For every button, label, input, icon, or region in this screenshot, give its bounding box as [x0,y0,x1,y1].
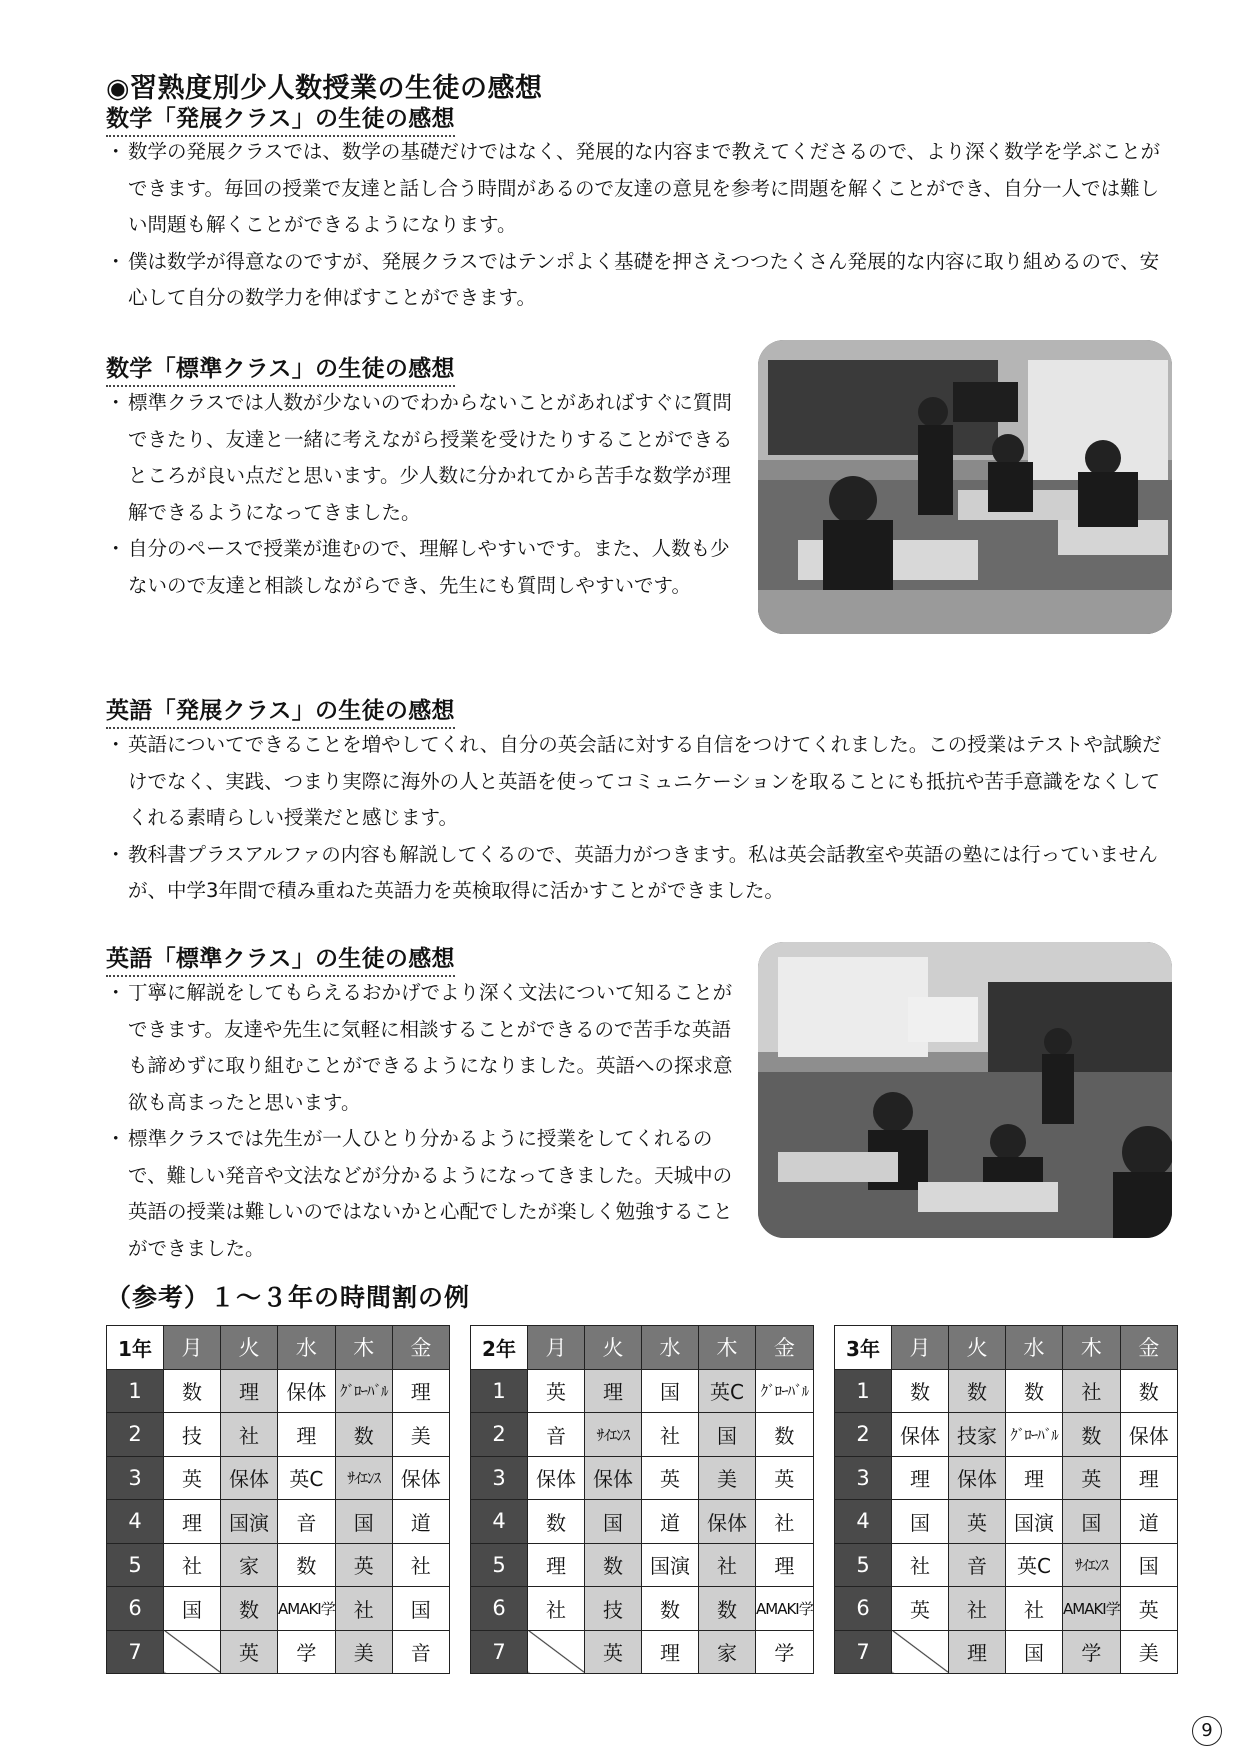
timetable-cell: 美 [1120,1630,1177,1674]
timetable-cell: AMAKI学 [278,1587,336,1631]
timetable-cell: 英C [278,1456,336,1500]
timetable-empty-cell [528,1630,585,1674]
timetable-period: 7 [835,1630,892,1674]
timetable-cell: 国 [1120,1543,1177,1587]
timetable-day-header: 火 [585,1326,642,1370]
section-title-english-standard: 英語「標準クラス」の生徒の感想 [106,940,455,977]
timetable-grade-label: 2年 [471,1326,528,1370]
timetable-cell: 道 [1120,1500,1177,1544]
timetable-cell: 数 [756,1413,814,1457]
timetable-cell: 保体 [892,1413,949,1457]
timetable-cell: 数 [221,1587,278,1631]
timetable-cell: 国 [699,1413,756,1457]
timetable-day-header: 月 [892,1326,949,1370]
timetable-cell: 数 [335,1413,392,1457]
timetable-cell: 理 [528,1543,585,1587]
list-item: ・ 英語についてできることを増やしてくれ、自分の英会話に対する自信をつけてくれました。この授業はテストや試験だけでなく、実践、つまり実際に海外の人と英語を使ってコミュニケーションを取ることにも抵抗や苦手意識をなくしてくれる素晴らしい授業だと感じます。 [106,733,1162,829]
timetable-cell: 国演 [642,1543,699,1587]
timetable-period: 5 [835,1543,892,1587]
timetable-cell: ｻｲｴﾝｽ [335,1456,392,1500]
timetable-period: 6 [107,1587,164,1631]
timetable-cell: 国 [335,1500,392,1544]
timetable-cell: 数 [278,1543,336,1587]
timetable-day-header: 金 [392,1326,449,1370]
timetable-cell: ｸﾞﾛｰﾊﾞﾙ [756,1369,814,1413]
timetable-cell: 数 [164,1369,221,1413]
timetable-cell: 美 [335,1630,392,1674]
timetable-cell: 数 [528,1500,585,1544]
timetable-cell: 音 [528,1413,585,1457]
page-title: ◉習熟度別少人数授業の生徒の感想 [106,73,543,104]
timetable-cell: 社 [642,1413,699,1457]
timetable-period: 5 [107,1543,164,1587]
timetable-cell: 英 [756,1456,814,1500]
timetable-cell: 家 [699,1630,756,1674]
timetable-cell: 保体 [278,1369,336,1413]
timetable-day-header: 月 [528,1326,585,1370]
timetable-cell: 社 [528,1587,585,1631]
timetable-cell: 数 [1006,1369,1063,1413]
timetable-cell: 保体 [1120,1413,1177,1457]
timetable-cell: 理 [892,1456,949,1500]
timetable-period: 1 [107,1369,164,1413]
list-item: ・ 数学の発展クラスでは、数学の基礎だけではなく、発展的な内容まで教えてくださるので、より深く数学を学ぶことができます。毎回の授業で友達と話し合う時間があるので友達の意見を参考に問題を解くことができ、自分一人では難しい問題も解くことができるようになります。 [106,140,1161,236]
timetable-cell: 国 [1006,1630,1063,1674]
timetable-cell: 保体 [528,1456,585,1500]
timetable-cell: 社 [756,1500,814,1544]
timetable-grade-2 [470,1325,814,1674]
timetable-cell: 社 [892,1543,949,1587]
timetable-cell: 国 [585,1500,642,1544]
timetable-cell: 理 [756,1543,814,1587]
timetable-empty-cell [892,1630,949,1674]
timetable-cell: 英 [335,1543,392,1587]
timetable-day-header: 火 [949,1326,1006,1370]
timetable-cell: 理 [221,1369,278,1413]
timetable-cell: ｻｲｴﾝｽ [585,1413,642,1457]
timetable-cell: 音 [392,1630,449,1674]
timetable-cell: 社 [164,1543,221,1587]
timetable-heading: （参考）１～３年の時間割の例 [106,1283,471,1312]
timetable-cell: 保体 [699,1500,756,1544]
timetable-cell: 数 [585,1543,642,1587]
timetable-day-header: 月 [164,1326,221,1370]
list-item: ・ 丁寧に解説をしてもらえるおかげでより深く文法について知ることができます。友達や先生に気軽に相談することができるので苦手な英語も諦めずに取り組むことができるようになりました。英語への探求意欲も高まったと思います。 [106,981,733,1114]
timetable-cell: 数 [642,1587,699,1631]
list-item: ・ 標準クラスでは人数が少ないのでわからないことがあればすぐに質問できたり、友達と一緒に考えながら授業を受けたりすることができるところが良い点だと思います。少人数に分かれてから苦手な数学が理解できるようになってきました。 [106,391,733,524]
timetable-period: 3 [471,1456,528,1500]
timetable-cell: 学 [756,1630,814,1674]
timetable-cell: 道 [392,1500,449,1544]
timetable-cell: 国 [892,1500,949,1544]
timetable-day-header: 木 [1063,1326,1121,1370]
timetable-cell: 数 [1063,1413,1121,1457]
timetable-cell: 技 [585,1587,642,1631]
timetable-day-header: 水 [278,1326,336,1370]
timetable-cell: 保体 [949,1456,1006,1500]
timetable-period: 4 [835,1500,892,1544]
timetable-cell: 道 [642,1500,699,1544]
timetable-cell: 社 [335,1587,392,1631]
timetable-cell: 数 [1120,1369,1177,1413]
timetable-cell: 理 [1120,1456,1177,1500]
timetable-period: 7 [471,1630,528,1674]
timetable-day-header: 金 [756,1326,814,1370]
timetable-cell: 技 [164,1413,221,1457]
timetable-cell: 英 [585,1630,642,1674]
timetable-cell: 美 [392,1413,449,1457]
timetable-cell: 英 [892,1587,949,1631]
timetable-cell: 英C [1006,1543,1063,1587]
timetable-cell: 社 [1063,1369,1121,1413]
section-title-math-standard: 数学「標準クラス」の生徒の感想 [106,350,455,387]
timetable-day-header: 水 [1006,1326,1063,1370]
timetable-cell: 技家 [949,1413,1006,1457]
timetable-cell: 社 [699,1543,756,1587]
timetable-cell: 英C [699,1369,756,1413]
timetable-cell: 社 [1006,1587,1063,1631]
timetable-cell: 英 [164,1456,221,1500]
timetable-cell: 英 [221,1630,278,1674]
timetable-period: 6 [471,1587,528,1631]
timetable-period: 6 [835,1587,892,1631]
timetable-cell: 保体 [585,1456,642,1500]
timetable-cell: 社 [949,1587,1006,1631]
timetable-period: 3 [107,1456,164,1500]
timetable-cell: 理 [642,1630,699,1674]
timetable-period: 7 [107,1630,164,1674]
timetable-cell: 英 [528,1369,585,1413]
classroom-photo-english [758,942,1172,1238]
timetable-day-header: 木 [335,1326,392,1370]
timetable-cell: 理 [585,1369,642,1413]
timetable-cell: 理 [164,1500,221,1544]
classroom-photo-math [758,340,1172,634]
timetable-cell: 国演 [1006,1500,1063,1544]
timetable-cell: 学 [1063,1630,1121,1674]
timetable-cell: 学 [278,1630,336,1674]
timetable-cell: 理 [1006,1456,1063,1500]
timetable-cell: 社 [221,1413,278,1457]
timetable-grade-label: 1年 [107,1326,164,1370]
section-text-math-standard [106,385,736,604]
timetable-day-header: 木 [699,1326,756,1370]
timetable-cell: 音 [278,1500,336,1544]
timetable-cell: 家 [221,1543,278,1587]
timetable-cell: 音 [949,1543,1006,1587]
timetable-day-header: 水 [642,1326,699,1370]
page-number: 9 [1192,1716,1222,1746]
timetable-cell: ｻｲｴﾝｽ [1063,1543,1121,1587]
timetable-grade-label: 3年 [835,1326,892,1370]
timetable-cell: 国 [1063,1500,1121,1544]
timetable-cell: 保体 [221,1456,278,1500]
timetable-cell: ｸﾞﾛｰﾊﾞﾙ [335,1369,392,1413]
timetable-day-header: 火 [221,1326,278,1370]
section-text-english-advanced [106,727,1176,910]
timetable-day-header: 金 [1120,1326,1177,1370]
section-text-english-standard [106,975,736,1267]
timetable-cell: 数 [892,1369,949,1413]
list-item: ・ 教科書プラスアルファの内容も解説してくるので、英語力がつきます。私は英会話教室や英語の塾には行っていませんが、中学3年間で積み重ねた英語力を英検取得に活かすことができました。 [106,842,1158,902]
timetable-cell: AMAKI学 [1063,1587,1121,1631]
timetable-cell: 保体 [392,1456,449,1500]
timetable-cell: 国 [392,1587,449,1631]
timetable-cell: 社 [392,1543,449,1587]
timetable-cell: 美 [699,1456,756,1500]
timetable-period: 2 [835,1413,892,1457]
timetable-cell: 英 [642,1456,699,1500]
timetable-period: 5 [471,1543,528,1587]
timetable-period: 1 [835,1369,892,1413]
timetable-period: 1 [471,1369,528,1413]
section-text-math-advanced [106,134,1176,317]
timetable-period: 2 [107,1413,164,1457]
timetable-cell: 英 [1063,1456,1121,1500]
timetable-grade-3 [834,1325,1178,1674]
section-title-english-advanced: 英語「発展クラス」の生徒の感想 [106,692,455,729]
timetable-cell: 英 [949,1500,1006,1544]
list-item: ・ 標準クラスでは先生が一人ひとり分かるように授業をしてくれるので、難しい発音や文法などが分かるようになってきました。天城中の英語の授業は難しいのではないかと心配でしたが楽しく勉強することができました。 [106,1127,733,1260]
timetable-cell: AMAKI学 [756,1587,814,1631]
timetable-cell: 理 [949,1630,1006,1674]
section-title-math-advanced: 数学「発展クラス」の生徒の感想 [106,100,455,137]
timetable-period: 4 [471,1500,528,1544]
timetable-cell: 国 [164,1587,221,1631]
timetable-period: 2 [471,1413,528,1457]
timetable-cell: 国演 [221,1500,278,1544]
timetable-cell: 理 [278,1413,336,1457]
timetable-grade-1 [106,1325,450,1674]
timetable-cell: 国 [642,1369,699,1413]
timetable-cell: 英 [1120,1587,1177,1631]
list-item: ・ 自分のペースで授業が進むので、理解しやすいです。また、人数も少ないので友達と相談しながらでき、先生にも質問しやすいです。 [106,537,730,597]
timetable-cell: 数 [699,1587,756,1631]
timetable-empty-cell [164,1630,221,1674]
timetable-period: 3 [835,1456,892,1500]
timetable-cell: 理 [392,1369,449,1413]
timetable-cell: ｸﾞﾛｰﾊﾞﾙ [1006,1413,1063,1457]
list-item: ・ 僕は数学が得意なのですが、発展クラスではテンポよく基礎を押さえつつたくさん発展的な内容に取り組めるので、安心して自分の数学力を伸ばすことができます。 [106,249,1160,309]
timetable-cell: 数 [949,1369,1006,1413]
timetable-period: 4 [107,1500,164,1544]
